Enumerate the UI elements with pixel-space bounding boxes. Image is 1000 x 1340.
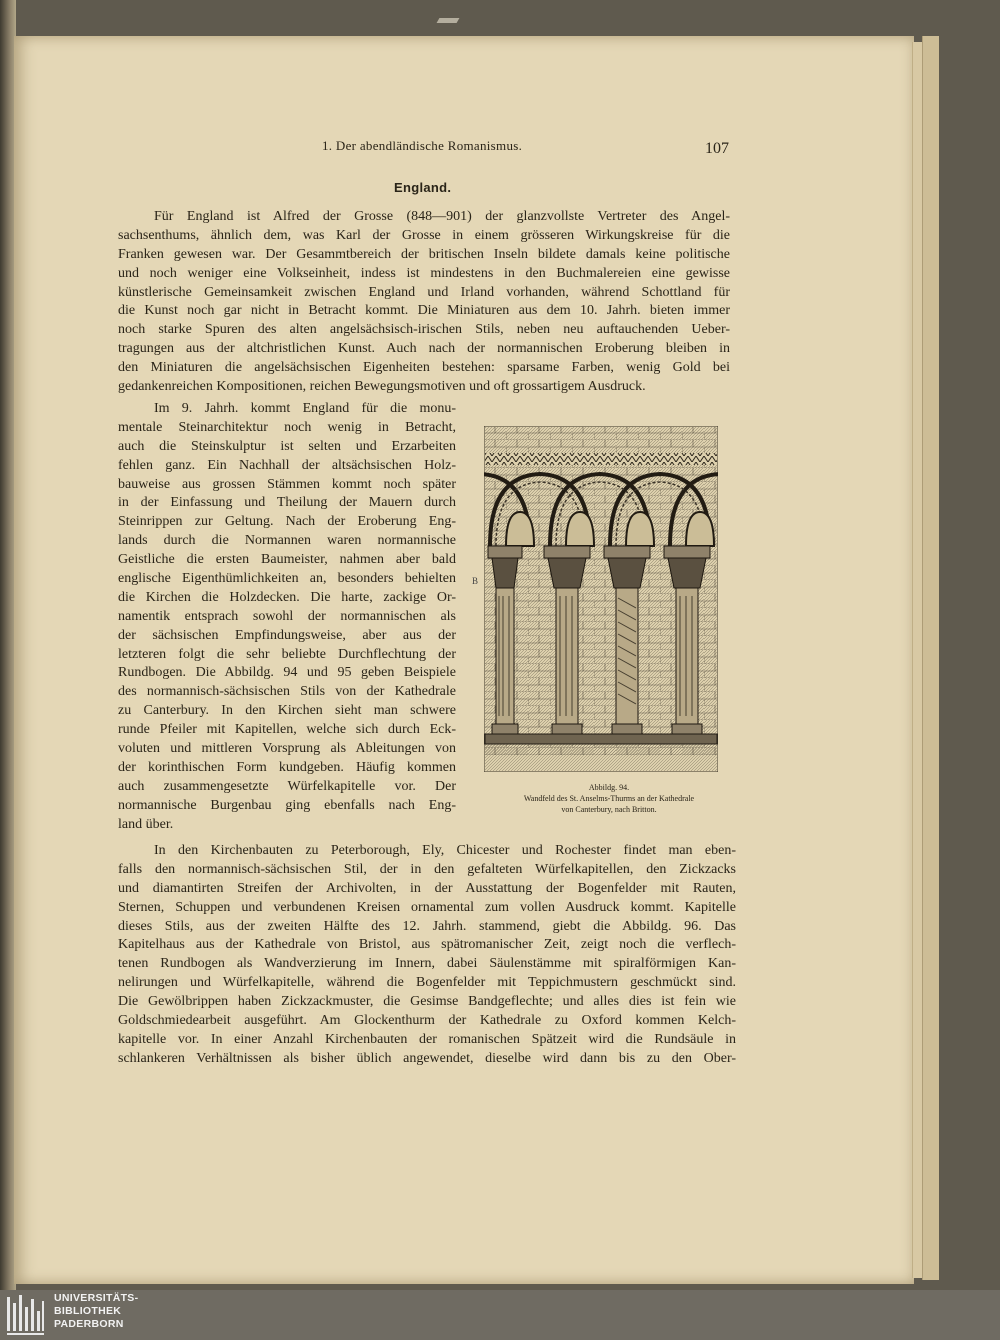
text-line: künstlerische Gemeinsamkeit zwischen England und Irland vorhanden, während Schottland für xyxy=(118,284,730,300)
arcade-engraving xyxy=(484,426,718,772)
text-line: bauweise aus grossen Stämmen kommt noch später xyxy=(118,476,456,492)
text-line: Geistliche die ersten Baumeister, nahmen aber bald xyxy=(118,552,456,568)
text-line: voluten und mittleren Vorsprung als Ableitungen von xyxy=(118,741,456,757)
text-line: und noch weniger eine Volkseinheit, indess ist mindestens in den Buchmalereien eine gewisse xyxy=(118,265,730,281)
library-name-line: PADERBORN xyxy=(54,1318,124,1330)
text-line: die Kunst noch gar nicht in Betracht kommt. Die Miniaturen aus dem 10. Jahrh. bieten immer xyxy=(118,303,730,319)
paragraph-3 xyxy=(118,842,736,1069)
library-name-line: UNIVERSITÄTS- xyxy=(54,1292,139,1304)
text-line: tenen Rundbogen als Wandverzierung im Innern, dabei Säulenstämme mit spiralförmigen Kan- xyxy=(118,956,736,972)
text-line: auch zusammengesetzte Würfelkapitelle vor. Der xyxy=(118,778,456,794)
text-line: namentik entsprach sowohl der normannischen als xyxy=(118,608,456,624)
text-line: der sächsischen Empfindungsweise, aber aus der xyxy=(118,627,456,643)
text-line: land über. xyxy=(118,816,174,832)
text-line: kapitelle vor. In einer Anzahl Kirchenbauten der romanischen Spätzeit wird die Rundsäule in xyxy=(118,1031,736,1047)
text-line: dieses Stils, aus der zweiten Hälfte des 12. Jahrh. stammend, giebt die Abbildg. 96. Das xyxy=(118,918,736,934)
text-line: den Miniaturen die angelsächsischen Eigenheiten bestehen: sparsame Farben, wenig Gold bei xyxy=(118,360,730,376)
library-footer xyxy=(0,1290,1000,1340)
text-line: englische Eigenthümlichkeiten an, besonders behielten xyxy=(118,571,456,587)
text-line: letzteren folgt die sehr beliebte Durchflechtung der xyxy=(118,646,456,662)
text-line: des normannisch-sächsischen Stils von der Kathedrale xyxy=(118,684,456,700)
text-line: Sternen, Schuppen und verbundenen Kreisen ornamental zum vollen Ausdruck kommt. Kapitelle xyxy=(118,899,736,915)
caption-number: Abbildg. 94. xyxy=(588,783,630,792)
text-line: lands durch die Normannen waren normannische xyxy=(118,533,456,549)
running-head: 1. Der abendländische Romanismus. xyxy=(322,138,523,153)
text-line: in der Einfassung und Theilung der Mauern durch xyxy=(118,495,456,511)
figure-marker: B xyxy=(472,576,479,586)
caption-text: Wandfeld des St. Anselms-Thurms an der Kathedrale xyxy=(523,794,695,803)
page-number: 107 xyxy=(705,140,729,157)
text-line: Die Gewölbrippen haben Zickzackmuster, die Gesimse Bandgeflechte; und alles dies ist fein wie xyxy=(118,994,736,1010)
text-line: In den Kirchenbauten zu Peterborough, Ely, Chicester und Rochester findet man eben- xyxy=(154,843,736,858)
caption-text: von Canterbury, nach Britton. xyxy=(561,805,657,814)
text-line: normannische Burgenbau ging ebenfalls nach Eng- xyxy=(118,797,456,813)
text-line: Rundbogen. Die Abbildg. 94 und 95 geben Beispiele xyxy=(118,665,456,681)
paragraph-2 xyxy=(118,400,456,834)
text-line: mentale Steinarchitektur noch wenig in Betracht, xyxy=(118,419,456,435)
section-title: England. xyxy=(394,180,452,195)
figure-illustration xyxy=(484,426,718,772)
text-line: Kapitelhaus aus der Kathedrale von Bristol, aus spätromanischer Zeit, zeigt noch die verflech- xyxy=(118,937,736,953)
figure-caption xyxy=(478,782,740,815)
text-line: noch starke Spuren des alten angelsächsisch-irischen Stils, neben neu auftauchenden Ueber- xyxy=(118,322,730,338)
text-line: Franken gewesen war. Der Gesammtbereich der britischen Inseln bildete damals keine politische xyxy=(118,246,730,262)
text-line: tragungen aus der altchristlichen Kunst. Auch nach der normannischen Eroberung bleiben in xyxy=(118,341,730,357)
text-line: nelirungen und Würfelkapitelle, während die Bogenfelder mit Teppichmustern geschmückt sind. xyxy=(118,975,736,991)
text-line: Im 9. Jahrh. kommt England für die monu- xyxy=(154,401,456,416)
text-line: sachsenthums, ähnlich dem, was Karl der Grosse in einem grösseren Wirkungskreise für die xyxy=(118,227,730,243)
library-name xyxy=(54,1292,138,1331)
paragraph-1 xyxy=(118,208,730,397)
scan-mark xyxy=(437,18,460,23)
text-line: fehlen ganz. Ein Nachhall der altsächsischen Holz- xyxy=(118,457,456,473)
text-line: schlankeren Verhältnissen als bisher üblich angewendet, dieselbe wird dann bis zu den Ober- xyxy=(118,1050,736,1066)
library-logo-icon xyxy=(6,1293,46,1337)
text-line: und diamantirten Streifen der Archivolten, in der Ausstattung der Bogenfelder mit Rauten, xyxy=(118,880,736,896)
text-line: Steinrippen zur Geltung. Nach der Eroberung Eng- xyxy=(118,514,456,530)
page-edge-back xyxy=(922,36,939,1280)
library-name-line: BIBLIOTHEK xyxy=(54,1305,122,1317)
text-line: falls den normannisch-sächsischen Stil, der in den gefalteten Würfelkapitellen, den Zickzacks xyxy=(118,861,736,877)
text-line: runde Pfeiler mit Kapitellen, welche sich durch Eck- xyxy=(118,722,456,738)
text-line: zu Canterbury. In den Kirchen sieht man schwere xyxy=(118,703,456,719)
text-line: auch die Steinskulptur ist selten und Erzarbeiten xyxy=(118,438,456,454)
text-line: die Kirchen die Holzdecken. Die harte, zackige Or- xyxy=(118,589,456,605)
text-line: gedankenreichen Kompositionen, reichen Bewegungsmotiven und oft grossartigem Ausdruck. xyxy=(118,379,646,395)
text-line: Für England ist Alfred der Grosse (848—901) der glanzvollste Vertreter des Angel- xyxy=(154,209,730,224)
text-line: der korinthischen Form kundgeben. Häufig kommen xyxy=(118,759,456,775)
text-line: Goldschmiedearbeit ausgeführt. Am Glockenthurm der Kathedrale zu Oxford kommen Kelch- xyxy=(118,1013,736,1029)
